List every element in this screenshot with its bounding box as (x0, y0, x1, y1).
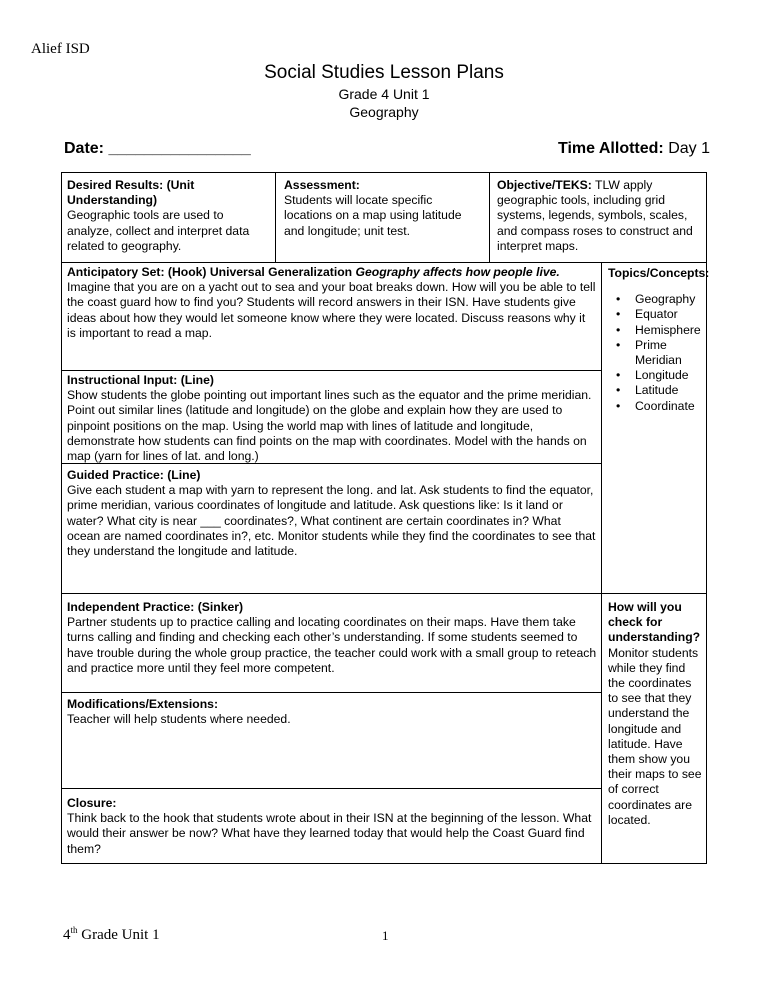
time-allotted-value: Day 1 (668, 140, 710, 157)
topic-item: • Geography (608, 292, 706, 307)
topic-item: • Hemisphere (608, 323, 706, 338)
page-title: Social Studies Lesson Plans (264, 62, 504, 83)
time-allotted (558, 140, 710, 158)
district-name: Alief ISD (31, 41, 90, 57)
topics-list (608, 292, 706, 414)
guided-practice-cell (67, 468, 597, 559)
desired-results-text: Geographic tools are used to analyze, collect and interpret data related to geography. (67, 208, 250, 253)
assessment-text: Students will locate specific locations on a map using latitude and longitude; unit test. (284, 193, 462, 238)
rule (61, 692, 602, 693)
assessment-heading: Assessment: (284, 178, 360, 192)
date-row (64, 140, 710, 158)
anticipatory-set-text: Imagine that you are on a yacht out to sea and your boat breaks down. How will you be able to tell the coast guard how to find you? Students will record answers in their ISN. Have students give ideas about how they would let someone know where they were located. Discuss reasons why it is important to read a map. (67, 280, 596, 340)
date-label: Date: ________________ (64, 140, 251, 157)
independent-practice-heading: Independent Practice: (Sinker) (67, 600, 244, 614)
rule (61, 593, 707, 594)
desired-results-heading: Desired Results: (Unit Understanding) (67, 178, 195, 208)
rule (61, 262, 707, 263)
topic-item: • Latitude (608, 383, 706, 398)
grade-unit: Grade 4 Unit 1 (338, 86, 430, 102)
topics-heading: Topics/Concepts: (608, 266, 710, 280)
rule (706, 172, 707, 263)
rule (601, 262, 602, 864)
independent-practice-text: Partner students up to practice calling and locating coordinates on their maps. Have them take turns calling and finding and checking each other’s understanding. If some students seemed to have trouble during the whole group practice, the teacher could work with a small group to reteach and practice more until they feel more competent. (67, 615, 597, 675)
objective-text: TLW apply geographic tools, including grid systems, legends, symbols, scales, and compass roses to construct and interpret maps. (497, 178, 693, 253)
subject: Geography (349, 104, 419, 120)
check-understanding-cell (608, 600, 702, 828)
guided-practice-heading: Guided Practice: (Line) (67, 468, 201, 482)
independent-practice-cell (67, 600, 597, 676)
modifications-cell (67, 697, 597, 727)
rule (61, 172, 62, 263)
check-understanding-text: Monitor students while they find the coordinates to see that they understand the longitude and latitude. Have them show you their maps to see of correct coordinates are located. (608, 645, 702, 827)
check-understanding-heading: How will you check for understanding? (608, 600, 701, 645)
instructional-input-heading: Instructional Input: (Line) (67, 373, 214, 387)
modifications-text: Teacher will help students where needed. (67, 712, 291, 727)
rule (61, 370, 602, 371)
desired-results-cell (67, 178, 271, 254)
closure-cell (67, 796, 597, 857)
page-number: 1 (382, 928, 389, 943)
modifications-heading: Modifications/Extensions: (67, 697, 219, 711)
footer-unit-text: Grade Unit 1 (77, 927, 160, 943)
objective-cell (497, 178, 705, 254)
guided-practice-text: Give each student a map with yarn to represent the long. and lat. Ask students to find the equator, prime meridian, various coordinates of longitude and latitude. Ask questions like: Is it land or water? What city is near ___ coordinates?, What continent are certain coordinates in? What ocean are named coordinates in?, etc. Monitor students while they find the coordinates to see that they understand the longitude and latitude. (67, 483, 596, 559)
instructional-input-text: Show students the globe pointing out important lines such as the equator and the prime meridian. Point out similar lines (latitude and longitude) on the globe and explain how they are used to pinpoint positions on the map. Using the world map with lines of latitude and longitude, demonstrate how students can find points on the map with coordinates. Model with the hands on map (yarn for lines of lat. and long.) (67, 388, 592, 464)
topic-item: • Coordinate (608, 399, 706, 414)
instructional-input-cell (67, 373, 597, 464)
closure-heading: Closure: (67, 796, 117, 810)
footer-grade-suffix: th (70, 925, 78, 935)
rule (61, 262, 62, 864)
anticipatory-set-cell (67, 265, 597, 341)
closure-text: Think back to the hook that students wrote about in their ISN at the beginning of the lesson. What would their answer be now? What have they learned today that would help the Coast Guard find them? (67, 811, 592, 856)
rule (61, 172, 707, 173)
universal-generalization: Geography affects how people live. (355, 265, 560, 279)
rule (275, 172, 276, 263)
topic-item: • Longitude (608, 368, 706, 383)
rule (706, 262, 707, 864)
rule (61, 863, 707, 864)
rule (61, 788, 602, 789)
topic-item: • Prime Meridian (608, 338, 706, 368)
objective-heading: Objective/TEKS: (497, 178, 592, 192)
assessment-cell (284, 178, 482, 239)
topic-item: • Equator (608, 307, 706, 322)
time-allotted-label: Time Allotted: (557, 140, 664, 157)
footer-grade-number: 4 (63, 927, 71, 943)
anticipatory-set-heading: Anticipatory Set: (Hook) Universal Generalization (67, 265, 353, 279)
rule (489, 172, 490, 263)
footer-grade-unit (63, 925, 160, 944)
topics-cell (608, 266, 710, 414)
